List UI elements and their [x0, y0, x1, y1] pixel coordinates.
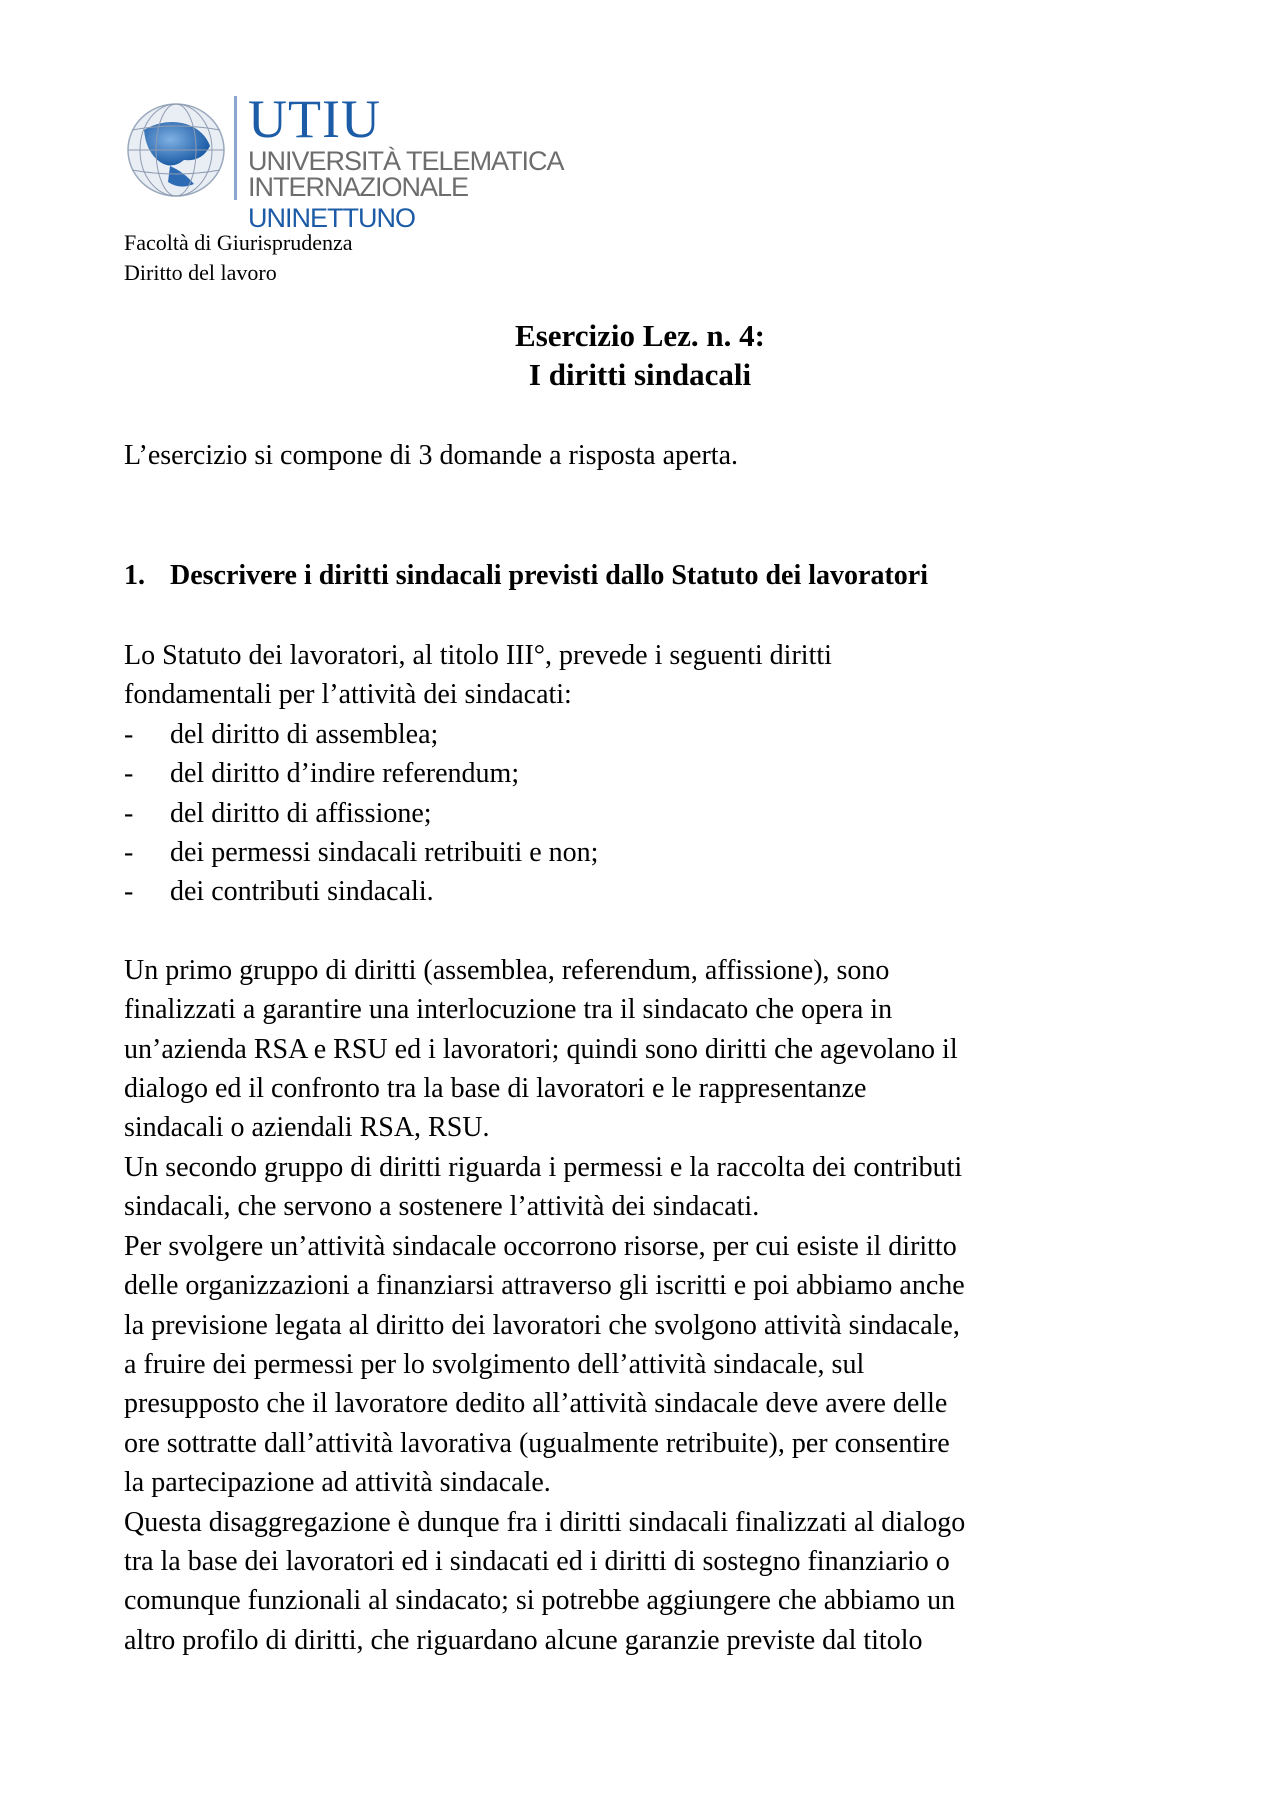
- list-item-text: dei contributi sindacali.: [170, 876, 434, 908]
- question-1: [124, 558, 928, 594]
- logo-divider: [234, 96, 237, 200]
- answer-line: la previsione legata al diritto dei lavoratori che svolgono attività sindacale,: [124, 1309, 960, 1341]
- globe-icon: [124, 100, 232, 200]
- logo-line3-part1: INTERNAZIONALE: [248, 172, 469, 202]
- logo-brand: UTIU: [248, 89, 381, 149]
- answer-line: Questa disaggregazione è dunque fra i diritti sindacali finalizzati al dialogo: [124, 1506, 966, 1538]
- logo-line-university: UNIVERSITÀ TELEMATICA: [248, 146, 564, 176]
- answer-line: tra la base dei lavoratori ed i sindacati ed i diritti di sostegno finanziario o: [124, 1545, 950, 1577]
- list-item: [124, 794, 1184, 833]
- list-item: [124, 872, 1184, 911]
- answer-line: sindacali o aziendali RSA, RSU.: [124, 1112, 490, 1144]
- list-item-text: del diritto di affissione;: [170, 797, 432, 829]
- paragraph-gap: [124, 912, 1184, 951]
- answer-line: Un primo gruppo di diritti (assemblea, referendum, affissione), sono: [124, 954, 890, 986]
- answer-lead-line: fondamentali per l’attività dei sindacati:: [124, 679, 572, 711]
- title-line-1: Esercizio Lez. n. 4:: [515, 318, 765, 353]
- list-item: [124, 715, 1184, 754]
- dash-bullet: -: [124, 876, 134, 908]
- rights-list: [124, 715, 1184, 912]
- list-item: [124, 833, 1184, 872]
- answer-line: la partecipazione ad attività sindacale.: [124, 1467, 551, 1499]
- course-name: Diritto del lavoro: [124, 260, 277, 285]
- dash-bullet: -: [124, 718, 134, 750]
- answer-body: [124, 636, 1184, 1660]
- list-item: [124, 754, 1184, 793]
- answer-line: finalizzati a garantire una interlocuzione tra il sindacato che opera in: [124, 994, 893, 1026]
- title-line-2: I diritti sindacali: [528, 357, 752, 392]
- answer-line: sindacali, che servono a sostenere l’attività dei sindacati.: [124, 1191, 760, 1223]
- faculty-block: [124, 228, 353, 288]
- exercise-title: [0, 316, 1280, 394]
- answer-line: a fruire dei permessi per lo svolgimento dell’attività sindacale, sul: [124, 1348, 865, 1380]
- answer-line: dialogo ed il confronto tra la base di lavoratori e le rappresentanze: [124, 1073, 867, 1105]
- logo-line-international: [248, 172, 624, 234]
- list-item-text: del diritto di assemblea;: [170, 718, 439, 750]
- answer-line: Per svolgere un’attività sindacale occorrono risorse, per cui esiste il diritto: [124, 1230, 957, 1262]
- answer-line: un’azienda RSA e RSU ed i lavoratori; quindi sono diritti che agevolano il: [124, 1033, 958, 1065]
- question-number: 1.: [124, 560, 145, 591]
- intro-text: L’esercizio si compone di 3 domande a risposta aperta.: [124, 440, 738, 471]
- answer-line: Un secondo gruppo di diritti riguarda i permessi e la raccolta dei contributi: [124, 1151, 963, 1183]
- question-text: Descrivere i diritti sindacali previsti dallo Statuto dei lavoratori: [170, 560, 928, 591]
- university-logo: [124, 89, 624, 233]
- dash-bullet: -: [124, 837, 134, 869]
- answer-line: delle organizzazioni a finanziarsi attraverso gli iscritti e poi abbiamo anche: [124, 1270, 965, 1302]
- dash-bullet: -: [124, 758, 134, 790]
- list-item-text: del diritto d’indire referendum;: [170, 758, 520, 790]
- answer-line: altro profilo di diritti, che riguardano alcune garanzie previste dal titolo: [124, 1624, 923, 1656]
- list-item-text: dei permessi sindacali retribuiti e non;: [170, 837, 599, 869]
- answer-line: presupposto che il lavoratore dedito all’attività sindacale deve avere delle: [124, 1388, 948, 1420]
- answer-line: ore sottratte dall’attività lavorativa (ugualmente retribuite), per consentire: [124, 1427, 950, 1459]
- dash-bullet: -: [124, 797, 134, 829]
- answer-line: comunque funzionali al sindacato; si potrebbe aggiungere che abbiamo un: [124, 1585, 956, 1617]
- faculty-name: Facoltà di Giurisprudenza: [124, 230, 353, 255]
- answer-lead-line: Lo Statuto dei lavoratori, al titolo III°, prevede i seguenti diritti: [124, 640, 832, 671]
- logo-line3-part2: UNINETTUNO: [248, 203, 415, 233]
